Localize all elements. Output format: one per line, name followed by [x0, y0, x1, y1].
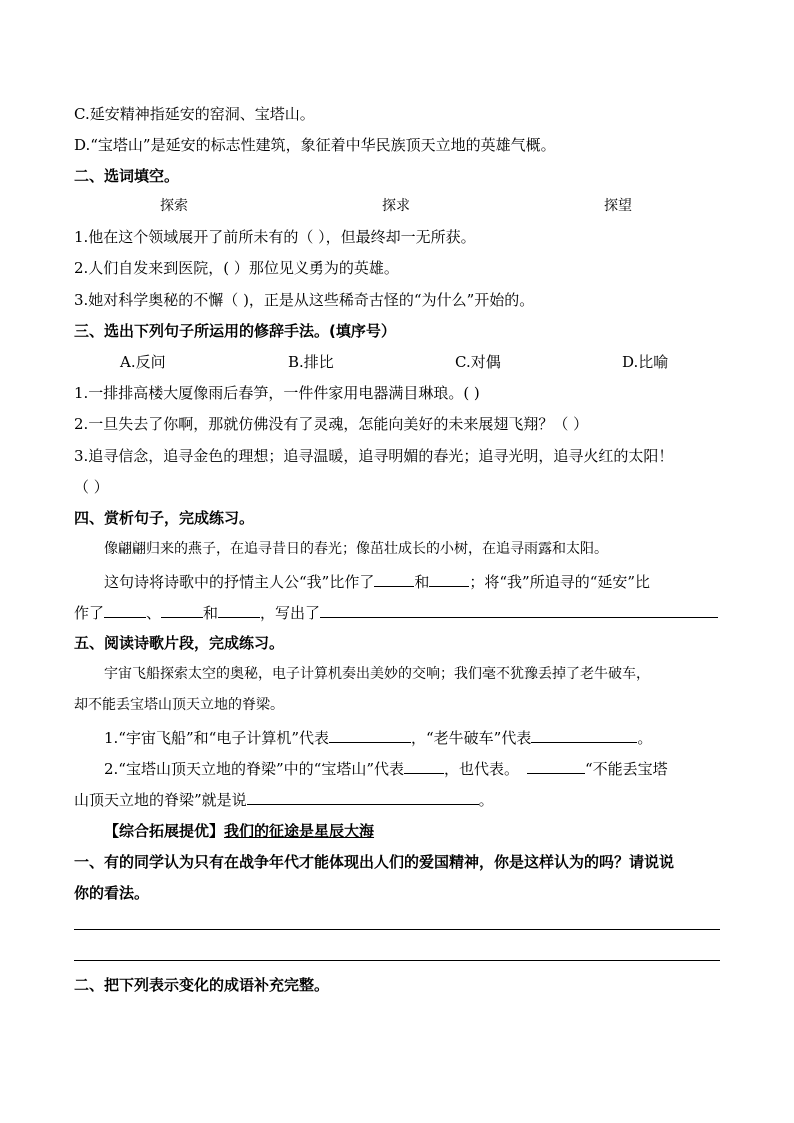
- option-c: C.延安精神指延安的窑洞、宝塔山。: [74, 105, 315, 123]
- sec4-line-1-c: ；将“我”所追寻的“延安”比: [469, 573, 651, 591]
- word-option-1: 探索: [160, 198, 188, 214]
- sec4-line-1-a: 这句诗将诗歌中的抒情主人公“我”比作了: [104, 573, 375, 591]
- sec4-line-1: [104, 571, 650, 592]
- ext-question-2: 二、把下列表示变化的成语补充完整。: [74, 976, 330, 994]
- sec5-q2-c: “不能丢宝塔: [585, 760, 668, 778]
- sec4-line-2: [74, 602, 718, 623]
- section-5-title: 五、阅读诗歌片段，完成练习。: [74, 634, 285, 652]
- rhetoric-option-a: A.反问: [120, 353, 166, 371]
- blank[interactable]: [320, 602, 718, 618]
- section-2-title: 二、选词填空。: [74, 167, 180, 185]
- extension-heading-title: 我们的征途是星辰大海: [224, 822, 375, 840]
- section-4-title: 四、赏析句子，完成练习。: [74, 509, 255, 527]
- sec5-q2-e: 。: [478, 791, 494, 809]
- sec2-question-1: 1.他在这个领域展开了前所未有的（ ），但最终却一无所获。: [74, 228, 476, 246]
- blank[interactable]: [374, 571, 414, 587]
- sec5-q1-a: 1.“宇宙飞船”和“电子计算机”代表: [104, 729, 329, 747]
- rhetoric-option-b: B.排比: [288, 353, 334, 371]
- sec5-poem-1: 宇宙飞船探索太空的奥秘，电子计算机奏出美妙的交响；我们毫不犹豫丢掉了老牛破车，: [104, 666, 650, 682]
- sec4-line-1-b: 和: [414, 573, 430, 591]
- sec5-poem-2: 却不能丢宝塔山顶天立地的脊梁。: [74, 697, 284, 713]
- sec4-line-2-a: 作了: [74, 604, 105, 622]
- ext-question-1: 一、有的同学认为只有在战争年代才能体现出人们的爱国精神，你是这样认为的吗？请说说: [74, 853, 675, 871]
- blank[interactable]: [429, 571, 469, 587]
- answer-line[interactable]: [74, 929, 720, 930]
- rhetoric-option-c: C.对偶: [455, 353, 501, 371]
- sec4-line-2-d: ，写出了: [260, 604, 321, 622]
- sec5-question-1: [104, 727, 652, 748]
- blank[interactable]: [329, 727, 411, 743]
- sec5-q1-c: 。: [637, 729, 653, 747]
- sec5-question-2-cont: [74, 789, 494, 810]
- sec5-question-2: [104, 758, 668, 779]
- blank[interactable]: [218, 602, 260, 618]
- blank[interactable]: [247, 789, 479, 805]
- extension-heading: [104, 821, 374, 841]
- sec4-line-2-b: 、: [146, 604, 162, 622]
- sec3-question-3-answer: （ ）: [74, 478, 109, 496]
- extension-heading-tag: 【综合拓展提优】: [104, 822, 225, 840]
- blank[interactable]: [527, 758, 585, 774]
- word-option-3: 探望: [604, 198, 632, 214]
- sec5-q2-a: 2.“宝塔山顶天立地的脊梁”中的“宝塔山”代表: [104, 760, 404, 778]
- sec5-q1-b: ，“老牛破车”代表: [411, 729, 532, 747]
- blank[interactable]: [404, 758, 444, 774]
- option-d: D.“宝塔山”是延安的标志性建筑，象征着中华民族顶天立地的英雄气概。: [74, 136, 556, 154]
- blank[interactable]: [104, 602, 146, 618]
- sec3-question-2: 2.一旦失去了你啊，那就仿佛没有了灵魂，怎能向美好的未来展翅飞翔？（ ）: [74, 415, 589, 433]
- blank[interactable]: [531, 727, 637, 743]
- sec2-question-2: 2.人们自发来到医院，( ）那位见义勇为的英雄。: [74, 259, 399, 277]
- sec3-question-3: 3.追寻信念，追寻金色的理想；追寻温暖，追寻明媚的春光；追寻光明，追寻火红的太阳！: [74, 447, 674, 465]
- word-option-2: 探求: [382, 198, 410, 214]
- rhetoric-option-d: D.比喻: [622, 353, 669, 371]
- sec5-q2-b: ，也代表。: [444, 760, 520, 778]
- sec4-poem: 像翩翩归来的燕子，在追寻昔日的春光；像茁壮成长的小树，在追寻雨露和太阳。: [104, 541, 608, 557]
- sec3-question-1: 1.一排排高楼大厦像雨后春笋，一件件家用电器满目琳琅。( ): [74, 384, 480, 402]
- sec5-q2-d: 山顶天立地的脊梁”就是说: [74, 791, 247, 809]
- answer-line[interactable]: [74, 960, 720, 961]
- blank[interactable]: [161, 602, 203, 618]
- sec2-question-3: 3.她对科学奥秘的不懈（ )，正是从这些稀奇古怪的“为什么”开始的。: [74, 291, 535, 309]
- sec4-line-2-c: 和: [203, 604, 219, 622]
- ext-question-1-cont: 你的看法。: [74, 884, 150, 902]
- section-3-title: 三、选出下列句子所运用的修辞手法。(填序号）: [74, 322, 396, 340]
